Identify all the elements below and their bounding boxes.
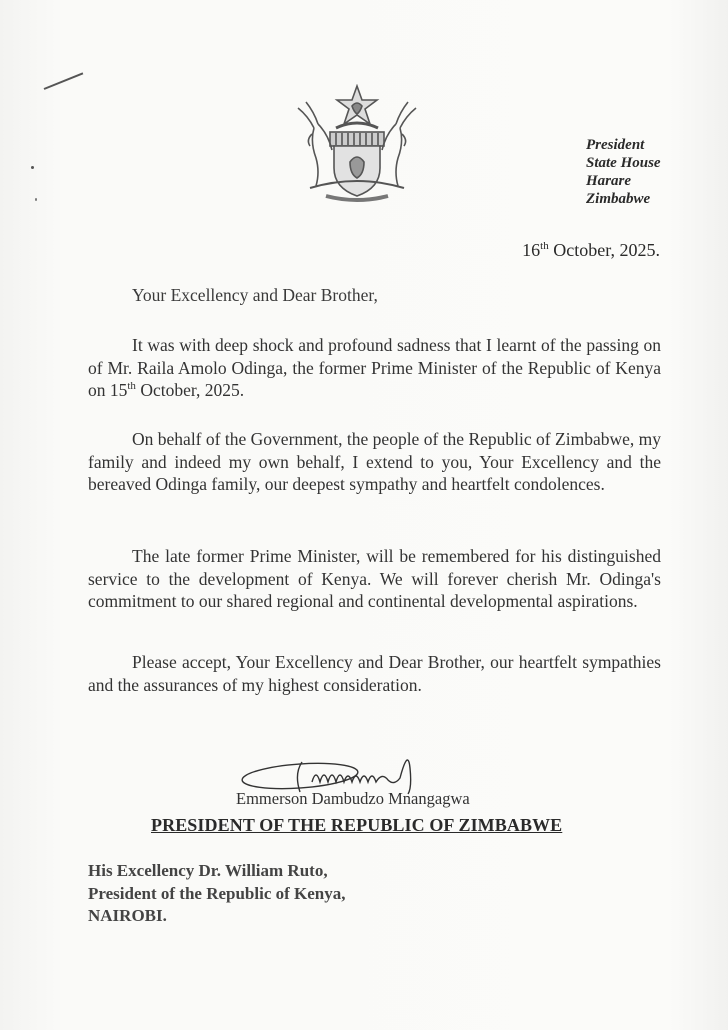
recipient-block (88, 860, 346, 928)
date-suffix: th (127, 380, 136, 393)
speck-mark (35, 198, 37, 201)
signer-title: PRESIDENT OF THE REPUBLIC OF ZIMBABWE (151, 815, 563, 835)
speck-mark (31, 166, 34, 169)
recipient-line: President of the Republic of Kenya, (88, 883, 346, 903)
letter-date (522, 240, 660, 261)
paragraph-condolence-news (88, 334, 661, 402)
address-line: State House (586, 155, 661, 171)
recipient-line: His Excellency Dr. William Ruto, (88, 861, 328, 880)
signer-name: Emmerson Dambudzo Mnangagwa (236, 789, 470, 808)
address-line: President (586, 137, 645, 153)
date-rest: October, 2025. (548, 240, 660, 260)
paragraph-closing: Please accept, Your Excellency and Dear Brother, our heartfelt sympathies and the assurances of my highest consideration. (88, 652, 661, 695)
date-day: 16 (522, 240, 541, 260)
coat-of-arms-icon (292, 84, 422, 208)
paragraph-sympathy: On behalf of the Government, the people of the Republic of Zimbabwe, my family and indeed my own behalf, I extend to you, Your Excellency and the bereaved Odinga family, our deepest sympathy and heartfelt condolences. (88, 429, 661, 494)
address-line: Harare (586, 173, 631, 189)
paragraph-remembrance: The late former Prime Minister, will be remembered for his distinguished service to the development of Kenya. We will forever cherish Mr. Odinga's commitment to our shared regional and continental developmental aspirations. (88, 546, 661, 611)
paragraph-text: It was with deep shock and profound sadness that I learnt of the passing on of Mr. Raila Amolo Odinga, the former Prime Minister of the Republic of Kenya on 15 (88, 335, 661, 400)
address-line: Zimbabwe (586, 191, 651, 207)
pen-mark (44, 72, 84, 90)
salutation: Your Excellency and Dear Brother, (132, 285, 378, 305)
paragraph-text: October, 2025. (135, 380, 245, 400)
date-day-suffix: th (540, 240, 549, 252)
sender-address (586, 136, 661, 208)
recipient-line: NAIROBI. (88, 906, 167, 925)
